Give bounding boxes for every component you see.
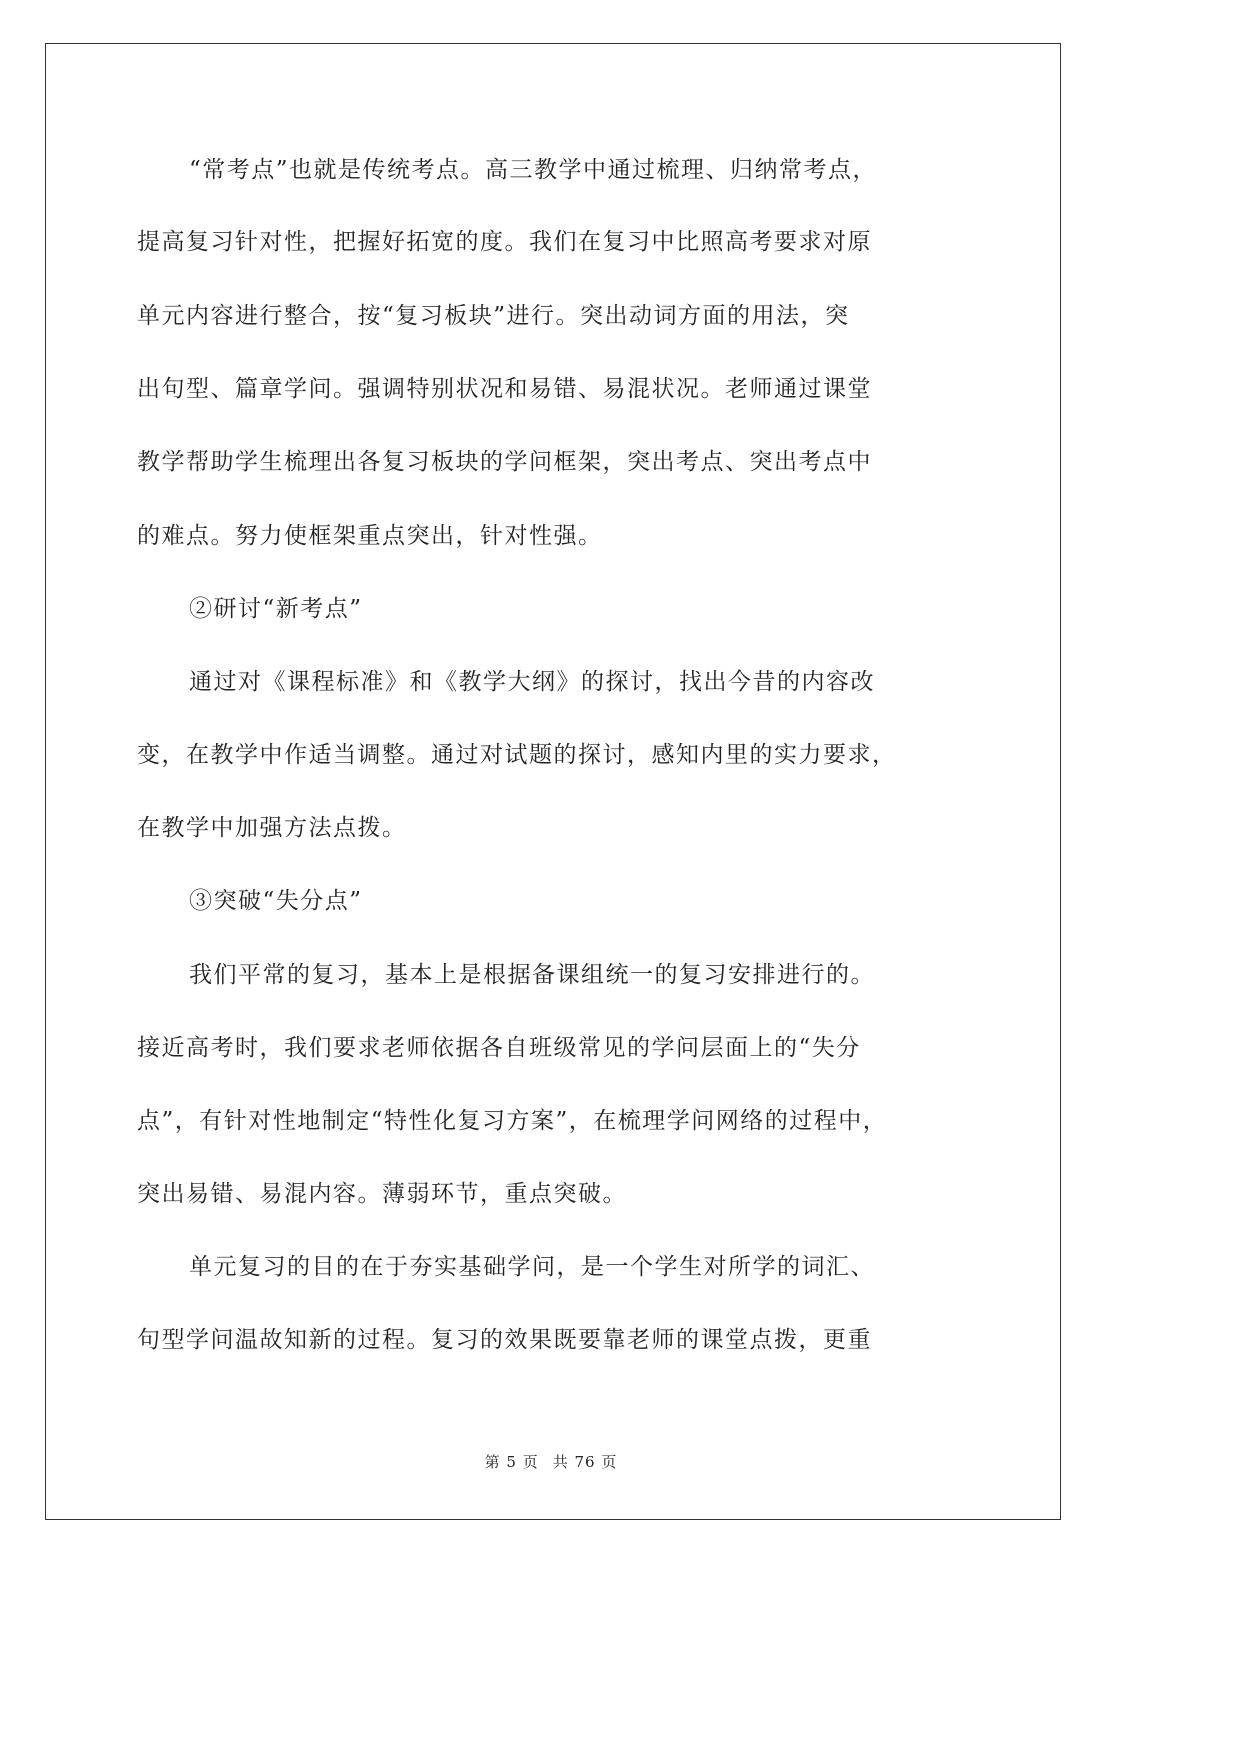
paragraph-line: 句型学问温故知新的过程。复习的效果既要靠老师的课堂点拨，更重: [137, 1327, 872, 1353]
paragraph-line: 接近高考时，我们要求老师依据各自班级常见的学问层面上的“失分: [137, 1035, 861, 1061]
paragraph-line: 单元复习的目的在于夯实基础学问，是一个学生对所学的词汇、: [189, 1254, 875, 1280]
page-total: 共 76 页: [552, 1453, 618, 1471]
paragraph-line: 变，在教学中作适当调整。通过对试题的探讨，感知内里的实力要求，: [137, 742, 897, 768]
paragraph-line: 的难点。努力使框架重点突出，针对性强。: [137, 523, 603, 549]
paragraph-line: 单元内容进行整合，按“复习板块”进行。突出动词方面的用法，突: [137, 303, 850, 329]
paragraph-line: 我们平常的复习，基本上是根据备课组统一的复习安排进行的。: [189, 962, 875, 988]
paragraph-line: 出句型、篇章学问。强调特别状况和易错、易混状况。老师通过课堂: [137, 376, 872, 402]
page-border: [45, 43, 1061, 1520]
paragraph-line: 点”，有针对性地制定“特性化复习方案”，在梳理学问网络的过程中，: [137, 1108, 888, 1134]
page-footer: [0, 1447, 1102, 1477]
paragraph-line: 教学帮助学生梳理出各复习板块的学问框架，突出考点、突出考点中: [137, 449, 872, 475]
paragraph-line: “常考点”也就是传统考点。高三教学中通过梳理、归纳常考点，: [189, 157, 878, 183]
section-heading: ③突破“失分点”: [189, 888, 363, 914]
paragraph-line: 在教学中加强方法点拨。: [137, 815, 407, 841]
paragraph-line: 提高复习针对性，把握好拓宽的度。我们在复习中比照高考要求对原: [137, 229, 872, 255]
page-number: 第 5 页: [484, 1453, 539, 1471]
paragraph-line: 通过对《课程标准》和《教学大纲》的探讨，找出今昔的内容改: [189, 669, 875, 695]
paragraph-line: 突出易错、易混内容。薄弱环节，重点突破。: [137, 1181, 627, 1207]
section-heading: ②研讨“新考点”: [189, 596, 363, 622]
